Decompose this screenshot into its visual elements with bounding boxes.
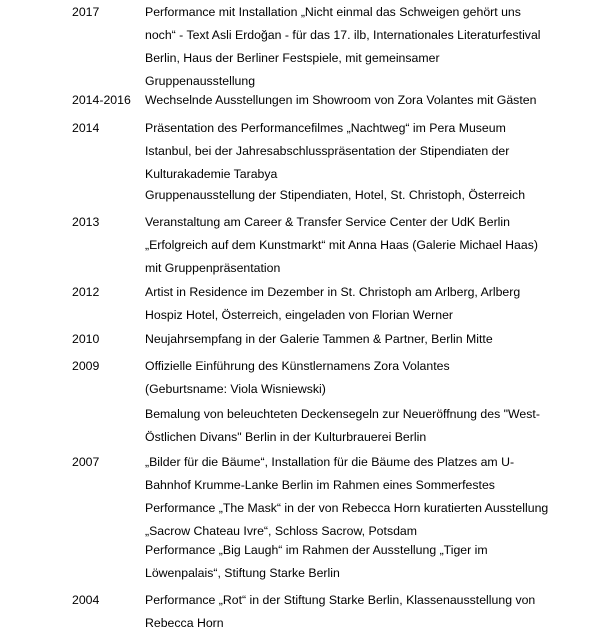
entry-line: Präsentation des Performancefilmes „Nachtweg“ im Pera Museum — [145, 121, 506, 135]
entry-line: Östlichen Divans" Berlin in der Kulturbrauerei Berlin — [145, 430, 427, 444]
entry-description — [145, 589, 560, 635]
entry-line: Artist in Residence im Dezember in St. Christoph am Arlberg, Arlberg — [145, 285, 521, 299]
entry-line: Neujahrsempfang in der Galerie Tammen & Partner, Berlin Mitte — [145, 332, 493, 346]
entry-description — [145, 355, 560, 401]
entry-line: Bemalung von beleuchteten Deckensegeln zur Neueröffnung des "West- — [145, 407, 540, 421]
entry-line: Istanbul, bei der Jahresabschlusspräsentation der Stipendiaten der — [145, 144, 510, 158]
entry-line: Wechselnde Ausstellungen im Showroom von Zora Volantes mit Gästen — [145, 93, 537, 107]
entry-description — [145, 89, 560, 112]
entry-line: Löwenpalais“, Stiftung Starke Berlin — [145, 566, 340, 580]
entry-line: Offizielle Einführung des Künstlernamens Zora Volantes — [145, 359, 450, 373]
entry-description — [145, 539, 560, 585]
entry-year: 2014 — [72, 121, 100, 135]
entry-year: 2009 — [72, 359, 100, 373]
entry-description — [145, 281, 560, 327]
entry-line: „Sacrow Chateau Ivre“, Schloss Sacrow, Potsdam — [145, 524, 418, 538]
entry-line: Veranstaltung am Career & Transfer Service Center der UdK Berlin — [145, 215, 510, 229]
entry-line: Berlin, Haus der Berliner Festspiele, mit gemeinsamer — [145, 51, 440, 65]
entry-year: 2004 — [72, 593, 100, 607]
entry-line: Gruppenausstellung der Stipendiaten, Hotel, St. Christoph, Österreich — [145, 188, 526, 202]
entry-year: 2010 — [72, 332, 100, 346]
entry-line: Gruppenausstellung — [145, 74, 256, 88]
entry-year: 2017 — [72, 5, 100, 19]
entry-description — [145, 117, 560, 186]
entry-line: „Bilder für die Bäume“, Installation für die Bäume des Platzes am U- — [145, 455, 515, 469]
entry-year: 2012 — [72, 285, 100, 299]
entry-year: 2014-2016 — [72, 93, 131, 107]
entry-line: (Geburtsname: Viola Wisniewski) — [145, 382, 326, 396]
entry-line: „Erfolgreich auf dem Kunstmarkt“ mit Anna Haas (Galerie Michael Haas) — [145, 238, 538, 252]
entry-line: mit Gruppenpräsentation — [145, 261, 281, 275]
entry-line: Performance mit Installation „Nicht einmal das Schweigen gehört uns — [145, 5, 521, 19]
entry-line: noch“ - Text Asli Erdoğan - für das 17. ilb, Internationales Literaturfestival — [145, 28, 541, 42]
entry-line: Performance „The Mask“ in der von Rebecca Horn kuratierten Ausstellung — [145, 501, 549, 515]
entry-year: 2013 — [72, 215, 100, 229]
entry-line: Kulturakademie Tarabya — [145, 167, 278, 181]
entry-line: Performance „Rot“ in der Stiftung Starke Berlin, Klassenausstellung von — [145, 593, 536, 607]
entry-year: 2007 — [72, 455, 100, 469]
entry-description — [145, 211, 560, 280]
entry-description — [145, 451, 560, 543]
entry-description — [145, 184, 560, 207]
entry-line: Rebecca Horn — [145, 616, 224, 630]
entry-line: Hospiz Hotel, Österreich, eingeladen von Florian Werner — [145, 308, 454, 322]
entry-description — [145, 403, 560, 449]
entry-description — [145, 1, 560, 93]
entry-line: Performance „Big Laugh“ im Rahmen der Ausstellung „Tiger im — [145, 543, 488, 557]
entry-line: Bahnhof Krumme-Lanke Berlin im Rahmen eines Sommerfestes — [145, 478, 495, 492]
entry-description — [145, 328, 560, 351]
